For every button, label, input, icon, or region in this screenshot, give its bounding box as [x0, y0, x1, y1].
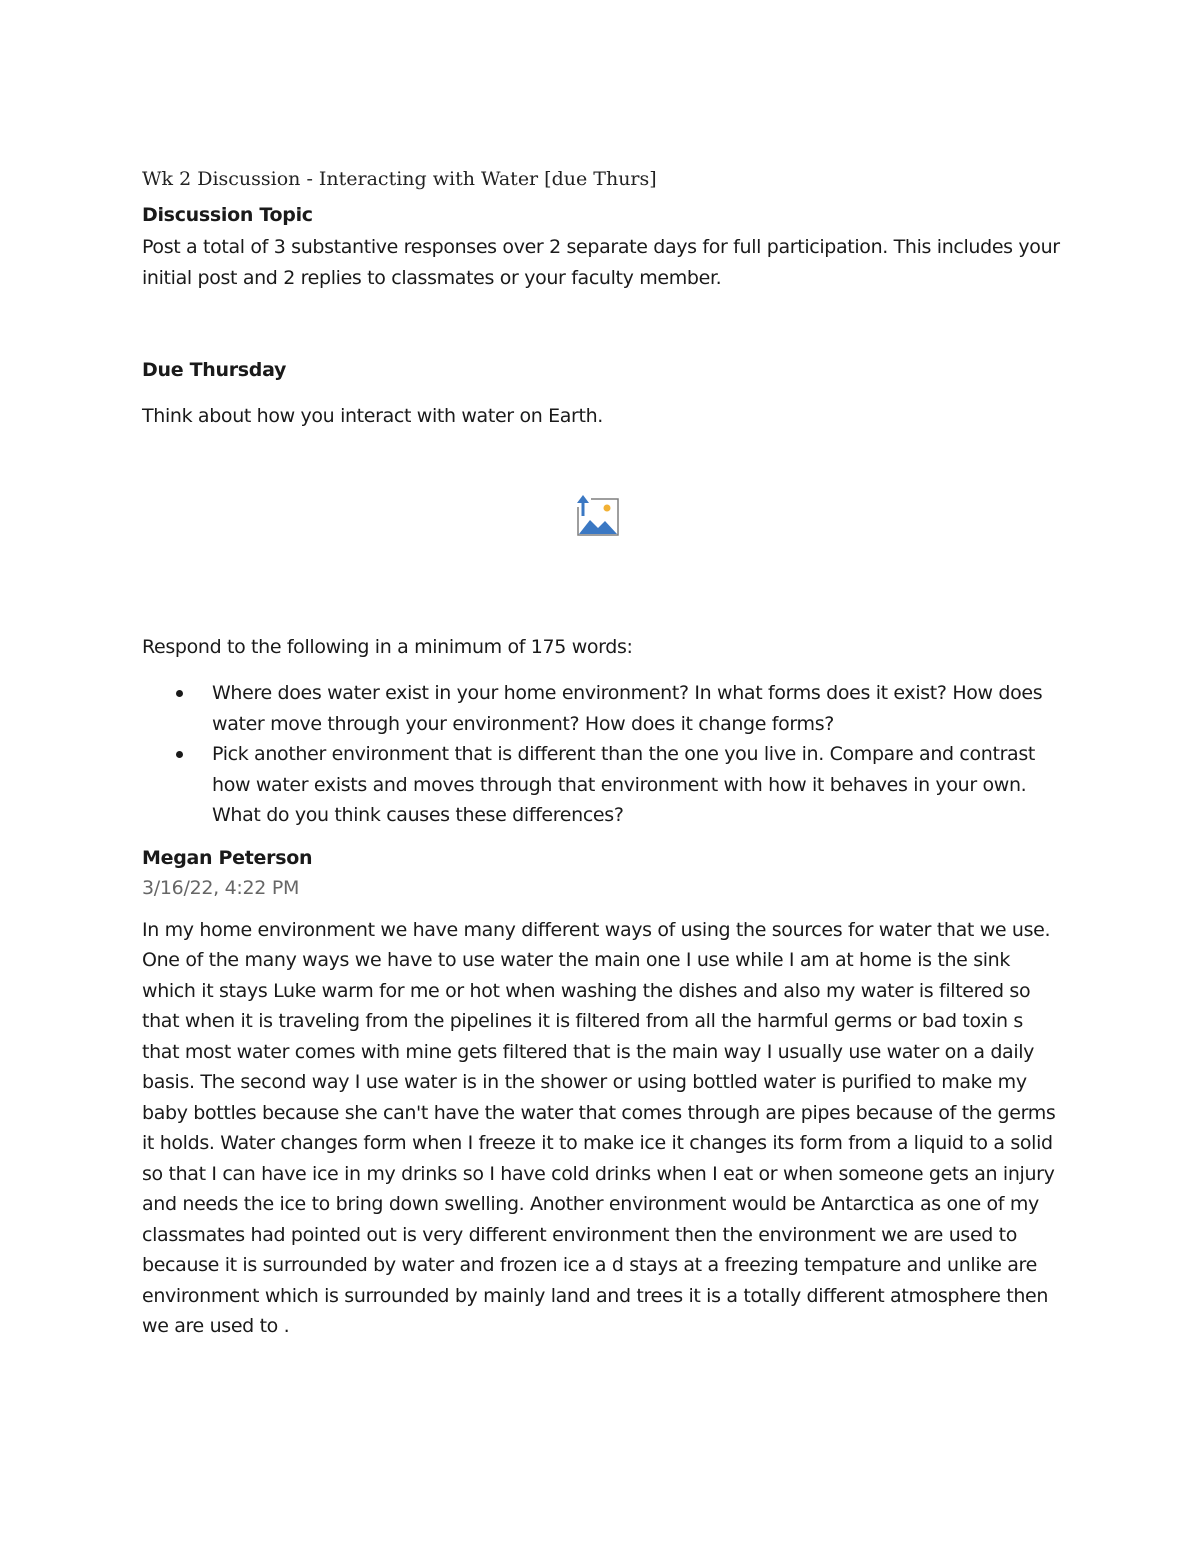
- post-author: Megan Peterson: [142, 846, 313, 869]
- list-item: [212, 678, 1062, 739]
- list-item: [212, 739, 1062, 831]
- discussion-topic-heading: Discussion Topic: [142, 204, 313, 226]
- prompt-text: Think about how you interact with water on Earth.: [142, 405, 603, 427]
- bullet-icon: [176, 751, 183, 758]
- post-timestamp: 3/16/22, 4:22 PM: [142, 876, 300, 899]
- prompt-bullet-list: [142, 678, 1062, 831]
- post-body: In my home environment we have many different ways of using the sources for water that we use. One of the many ways we have to use water the main one I use while I am at home is the sink which it stays Luke warm for me or hot when washing the dishes and also my water is filtered so that when it is traveling from the pipelines it is filtered from all the harmful germs or bad toxin s that most water comes with mine gets filtered that is the main way I usually use water on a daily basis. The second way I use water is in the shower or using bottled water is purified to make my baby bottles because she can't have the water that comes through are pipes because of the germs it holds. Water changes form when I freeze it to make ice it changes its form from a liquid to a solid so that I can have ice in my drinks so I have cold drinks when I eat or when someone gets an injury and needs the ice to bring down swelling. Another environment would be Antarctica as one of my classmates had pointed out is very different environment then the environment we are used to because it is surrounded by water and frozen ice a d stays at a freezing tempature and unlike are environment which is surrounded by mainly land and trees it is a totally different atmosphere then we are used to .: [142, 918, 1056, 1337]
- bullet-text: Pick another environment that is different than the one you live in. Compare and contrast how water exists and moves through that environment with how it behaves in your own. What do you think causes these differences?: [212, 743, 1035, 826]
- due-heading: Due Thursday: [142, 359, 287, 381]
- document-page: [142, 160, 1062, 1342]
- image-placeholder-icon: [575, 494, 621, 540]
- bullet-icon: [176, 690, 183, 697]
- respond-instructions: Respond to the following in a minimum of 175 words:: [142, 635, 633, 658]
- page-title: Wk 2 Discussion - Interacting with Water [due Thurs]: [142, 168, 657, 190]
- bullet-text: Where does water exist in your home environment? In what forms does it exist? How does water move through your environment? How does it change forms?: [212, 682, 1043, 735]
- discussion-topic-text: Post a total of 3 substantive responses over 2 separate days for full participation. This includes your initial post and 2 replies to classmates or your faculty member.: [142, 236, 1060, 289]
